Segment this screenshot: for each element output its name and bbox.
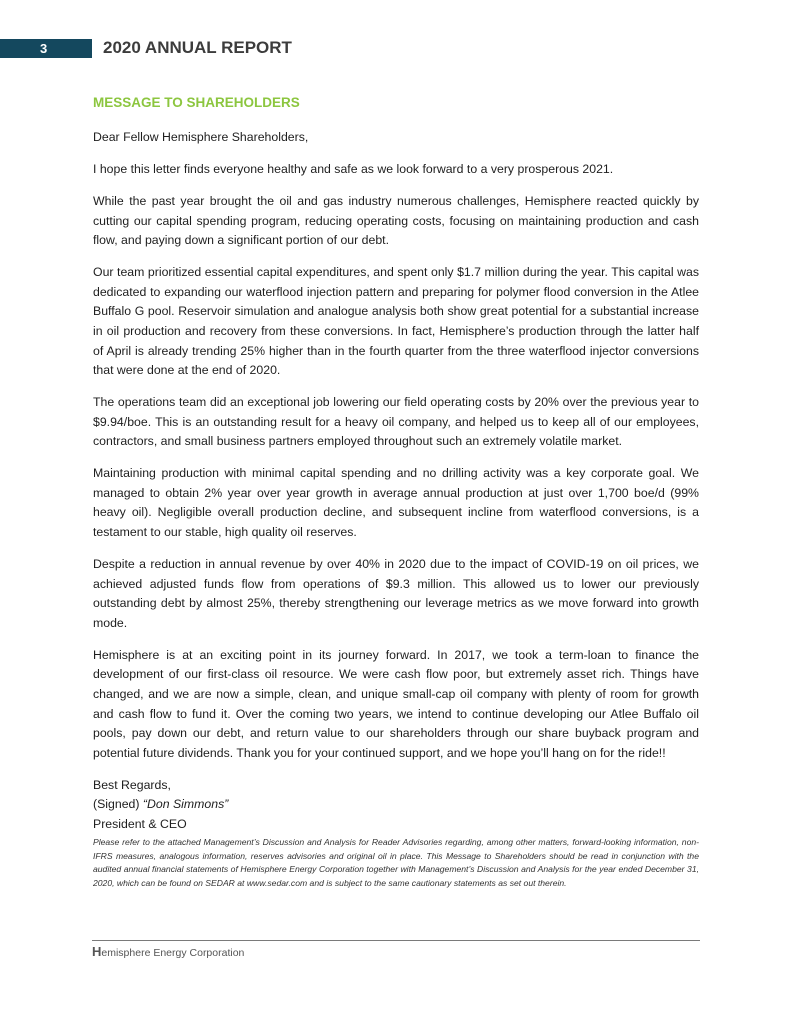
disclaimer: Please refer to the attached Management’s Discussion and Analysis for Reader Advisories regarding, among other matters, forward-looking information, non-IFRS measures, analogous information, reserves advisories and original oil in place. This Message to Shareholders should be read in conjunction with the audited annual financial statements of Hemisphere Energy Corporation together with Management’s Discussion and Analysis for the year ended December 31, 2020, which can be found on SEDAR at www.sedar.com and is subject to the same cautionary statements as set out therein. xyxy=(93,837,699,888)
paragraph: Our team prioritized essential capital expenditures, and spent only $1.7 million during the year. This capital was dedicated to expanding our waterflood injection pattern and preparing for polymer flood conversion in the Atlee Buffalo G pool. Reservoir simulation and analogue analysis both show great potential for a substantial increase in oil production and recovery from these conversions. In fact, Hemisphere’s production through the latter half of April is already trending 25% higher than in the fourth quarter from the three waterflood injector conversions that were done at the end of 2020. xyxy=(93,265,699,378)
paragraph: Despite a reduction in annual revenue by over 40% in 2020 due to the impact of COVID-19 on oil prices, we achieved adjusted funds flow from operations of $9.3 million. This allowed us to lower our previously outstanding debt by almost 25%, thereby strengthening our leverage metrics as we move forward into growth mode. xyxy=(93,557,699,630)
signature-line xyxy=(93,795,699,815)
paragraph: Maintaining production with minimal capital spending and no drilling activity was a key corporate goal. We managed to obtain 2% year over year growth in average annual production at just over 1,700 boe/d (99% heavy oil). Negligible overall production decline, and subsequent incline from waterflood conversions, is a testament to our stable, high quality oil reserves. xyxy=(93,466,699,540)
section-heading: MESSAGE TO SHAREHOLDERS xyxy=(93,95,300,110)
footer-initial: H xyxy=(92,944,102,959)
footer-rest: emisphere Energy Corporation xyxy=(101,947,245,959)
footer-company-name xyxy=(92,944,244,961)
salutation: Dear Fellow Hemisphere Shareholders, xyxy=(93,130,309,144)
closing-line: Best Regards, xyxy=(93,777,171,792)
footer-divider xyxy=(92,940,700,941)
letter-closing xyxy=(93,776,699,835)
page-number: 3 xyxy=(40,41,48,56)
signed-prefix: (Signed) xyxy=(93,797,143,812)
letter-body xyxy=(93,128,699,835)
signer-title: President & CEO xyxy=(93,816,187,831)
paragraph: The operations team did an exceptional job lowering our field operating costs by 20% over the previous year to $9.94/boe. This is an outstanding result for a heavy oil company, and helped us to keep all of our employees, contractors, and small business partners employed throughout such an extremely volatile market. xyxy=(93,395,699,449)
page-number-badge xyxy=(0,39,92,58)
signer-name: “Don Simmons” xyxy=(142,797,229,812)
paragraph: Hemisphere is at an exciting point in its journey forward. In 2017, we took a term-loan to finance the development of our first-class oil resource. We were cash flow poor, but extremely asset rich. Things have changed, and we are now a simple, clean, and unique small-cap oil company with plenty of room for growth and cash flow to fund it. Over the coming two years, we intend to continue developing our Atlee Buffalo oil pools, pay down our debt, and return value to our shareholders through our share buyback program and potential future dividends. Thank you for your continued support, and we hope you’ll hang on for the ride!! xyxy=(93,647,699,760)
report-title: 2020 ANNUAL REPORT xyxy=(103,38,292,57)
paragraph: I hope this letter finds everyone healthy and safe as we look forward to a very prosperous 2021. xyxy=(93,161,614,176)
paragraph: While the past year brought the oil and gas industry numerous challenges, Hemisphere reacted quickly by cutting our capital spending program, reducing operating costs, focusing on maintaining production and cash flow, and paying down a significant portion of our debt. xyxy=(93,193,699,248)
